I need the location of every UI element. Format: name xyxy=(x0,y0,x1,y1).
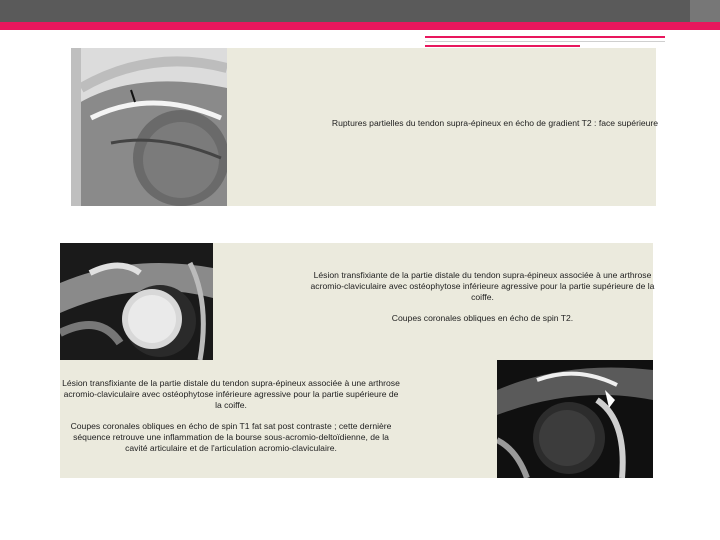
caption-text-2a: Lésion transfixiante de la partie distale du tendon supra-épineux associée à une arthrose acromio-claviculaire avec ostéophytose inférieure agressive pour la partie supérieure de la coiffe. xyxy=(310,270,655,302)
mri-image-3 xyxy=(497,360,653,478)
accent-bar xyxy=(0,22,720,30)
caption-panel-3 xyxy=(62,378,400,454)
header-bar xyxy=(0,0,720,22)
caption-text-3a: Lésion transfixiante de la partie distale du tendon supra-épineux associée à une arthrose acromio-claviculaire avec ostéophytose inférieure agressive pour la partie supérieure de la coiffe. xyxy=(62,378,400,410)
caption-text-1: Ruptures partielles du tendon supra-épineux en écho de gradient T2 : face supérieure xyxy=(331,118,659,128)
accent-line-short xyxy=(425,45,580,47)
accent-line xyxy=(425,36,665,38)
header-bar-tab xyxy=(690,0,720,22)
caption-text-3b: Coupes coronales obliques en écho de spin T1 fat sat post contraste ; cette dernière séquence retrouve une inflammation de la bourse sous-acromio-deltoïdienne, de la cavité articulaire et de l'articulation acromio-claviculaire. xyxy=(70,421,392,453)
divider-line xyxy=(425,41,665,42)
caption-panel-1 xyxy=(330,118,660,129)
mri-image-2 xyxy=(60,243,213,360)
caption-text-2b: Coupes coronales obliques en écho de spin T2. xyxy=(391,313,574,323)
caption-panel-2 xyxy=(310,270,655,324)
mri-image-1 xyxy=(71,48,227,206)
